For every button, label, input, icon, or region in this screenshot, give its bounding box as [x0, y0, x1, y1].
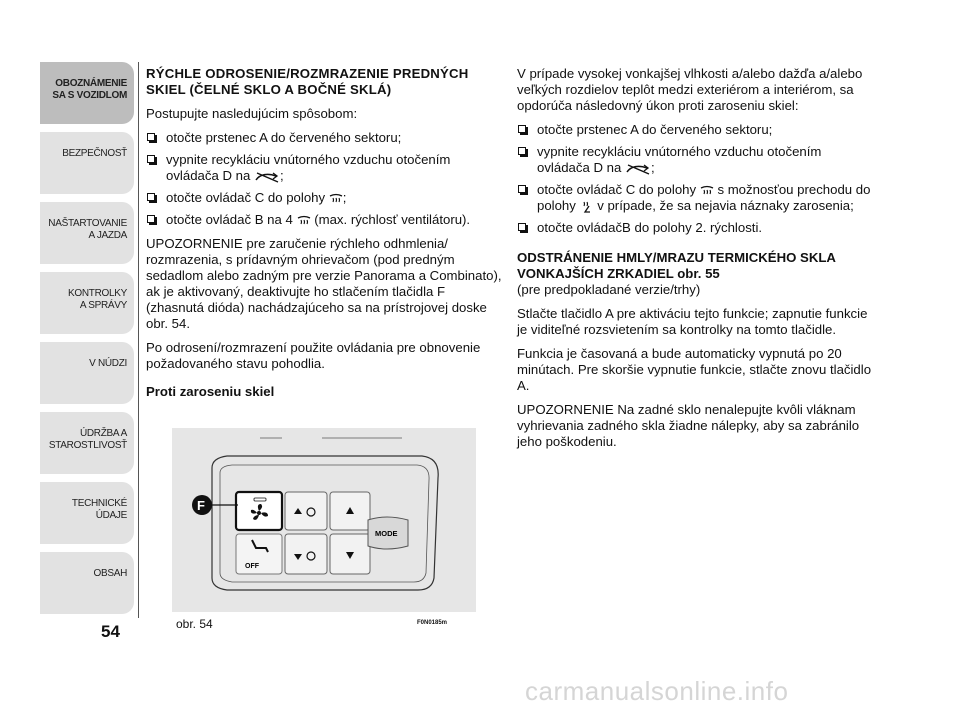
tab-label: KONTROLKY A SPRÁVY	[68, 288, 127, 311]
control-panel-illustration	[172, 428, 476, 612]
tab-oboznamenie[interactable]	[40, 62, 134, 124]
list-item: vypnite recykláciu vnútorného vzduchu otočením ovládača D na ;	[146, 152, 504, 184]
after-text: Po odrosení/rozmrazení použite ovládania pre obnovenie požadovaného stavu pohodlia.	[146, 340, 481, 371]
paragraph: UPOZORNENIE Na zadné sklo nenalepujte kvôli vláknam vyhrievania zadného skla žiadne nálepky, aby sa zabránilo jeho poškodeniu.	[517, 402, 860, 449]
tab-label: OBSAH	[93, 568, 127, 579]
list-item: otočte ovládač B na 4 (max. rýchlosť ventilátoru).	[146, 212, 504, 228]
callout-f: F	[197, 498, 205, 513]
section-heading: ODSTRÁNENIE HMLY/MRAZU TERMICKÉHO SKLA VONKAJŠÍCH ZRKADIEL obr. 55	[517, 250, 836, 281]
intro-text: Postupujte nasledujúcim spôsobom:	[146, 106, 358, 121]
section-title: RÝCHLE ODROSENIE/ROZMRAZENIE PREDNÝCH SKIEL (ČELNÉ SKLO A BOČNÉ SKLÁ)	[146, 66, 469, 97]
paragraph: Stlačte tlačidlo A pre aktiváciu tejto funkcie; zapnutie funkcie je viditeľné rozsvietením sa kontrolky na tomto tlačidle.	[517, 306, 868, 337]
recirc-off-icon	[254, 171, 280, 183]
tab-udrzba[interactable]	[40, 412, 134, 474]
right-column	[517, 66, 877, 458]
tab-nastartovanie[interactable]	[40, 202, 134, 264]
heading-note: (pre predpokladané verzie/trhy)	[517, 282, 701, 297]
tab-label: TECHNICKÉ ÚDAJE	[71, 498, 127, 521]
tab-kontrolky[interactable]	[40, 272, 134, 334]
figure-code: F0N0185m	[417, 620, 448, 626]
list-item: otočte ovládač C do polohy ;	[146, 190, 504, 206]
mode-label: MODE	[375, 529, 398, 538]
defrost-windshield-icon	[700, 185, 714, 197]
recirc-off-icon	[625, 163, 651, 175]
list-item: otočte ovládačB do polohy 2. rýchlosti.	[517, 220, 877, 236]
warning-text: UPOZORNENIE pre zaručenie rýchleho odhmlenia/ rozmrazenia, s prídavným ohrievačom (pod predným sedadlom alebo zadným pre verzie Panorama a Combinato), ak je aktivovaný, deaktivujte ho stlačením tlačidla F (zhasnutá dióda) nachádzajúceho sa na prístrojovej doske obr. 54.	[146, 236, 502, 331]
off-label: OFF	[245, 563, 259, 570]
steps-list	[146, 130, 504, 228]
paragraph: Funkcia je časovaná a bude automaticky vypnutá po 20 minútach. Pre skoršie vypnutie funkcie, stlačte znovu tlačidlo A.	[517, 346, 872, 393]
watermark: carmanualsonline.info	[525, 676, 789, 706]
subheading: Proti zaroseniu skiel	[146, 384, 275, 399]
tab-label: BEZPEČNOSŤ	[62, 148, 127, 159]
tab-label: NAŠTARTOVANIE A JAZDA	[48, 218, 127, 241]
tab-bezpecnost[interactable]	[40, 132, 134, 194]
defrost-windshield-icon	[329, 193, 343, 205]
list-item: vypnite recykláciu vnútorného vzduchu otočením ovládača D na ;	[517, 144, 877, 176]
tab-technicke[interactable]	[40, 482, 134, 544]
tab-label: OBOZNÁMENIE SA S VOZIDLOM	[52, 78, 127, 101]
tab-v-nudzi[interactable]	[40, 342, 134, 404]
list-item: otočte prstenec A do červeného sektoru;	[146, 130, 504, 146]
tab-label: V NÚDZI	[89, 358, 127, 369]
list-item: otočte prstenec A do červeného sektoru;	[517, 122, 877, 138]
tab-label: ÚDRŽBA A STAROSTLIVOSŤ	[48, 428, 127, 451]
list-item: otočte ovládač C do polohy s možnosťou prechodu do polohy v prípade, že sa nejavia náznaky zarosenia;	[517, 182, 877, 214]
left-column	[146, 66, 504, 406]
tab-obsah[interactable]	[40, 552, 134, 614]
steps-list	[517, 122, 877, 236]
intro-text: V prípade vysokej vonkajšej vlhkosti a/alebo dažďa a/alebo veľkých rozdielov teplôt medzi exteriérom a interiérom, sa opdorúča následovný úkon proti zaroseniu skiel:	[517, 66, 863, 113]
chapter-sidebar	[40, 62, 134, 622]
defrost-foot-icon	[580, 200, 594, 214]
sidebar-divider	[138, 62, 139, 618]
figure-caption: obr. 54	[176, 617, 213, 631]
page-number: 54	[101, 622, 120, 641]
figure-54	[172, 428, 476, 612]
defrost-windshield-icon	[297, 215, 311, 227]
